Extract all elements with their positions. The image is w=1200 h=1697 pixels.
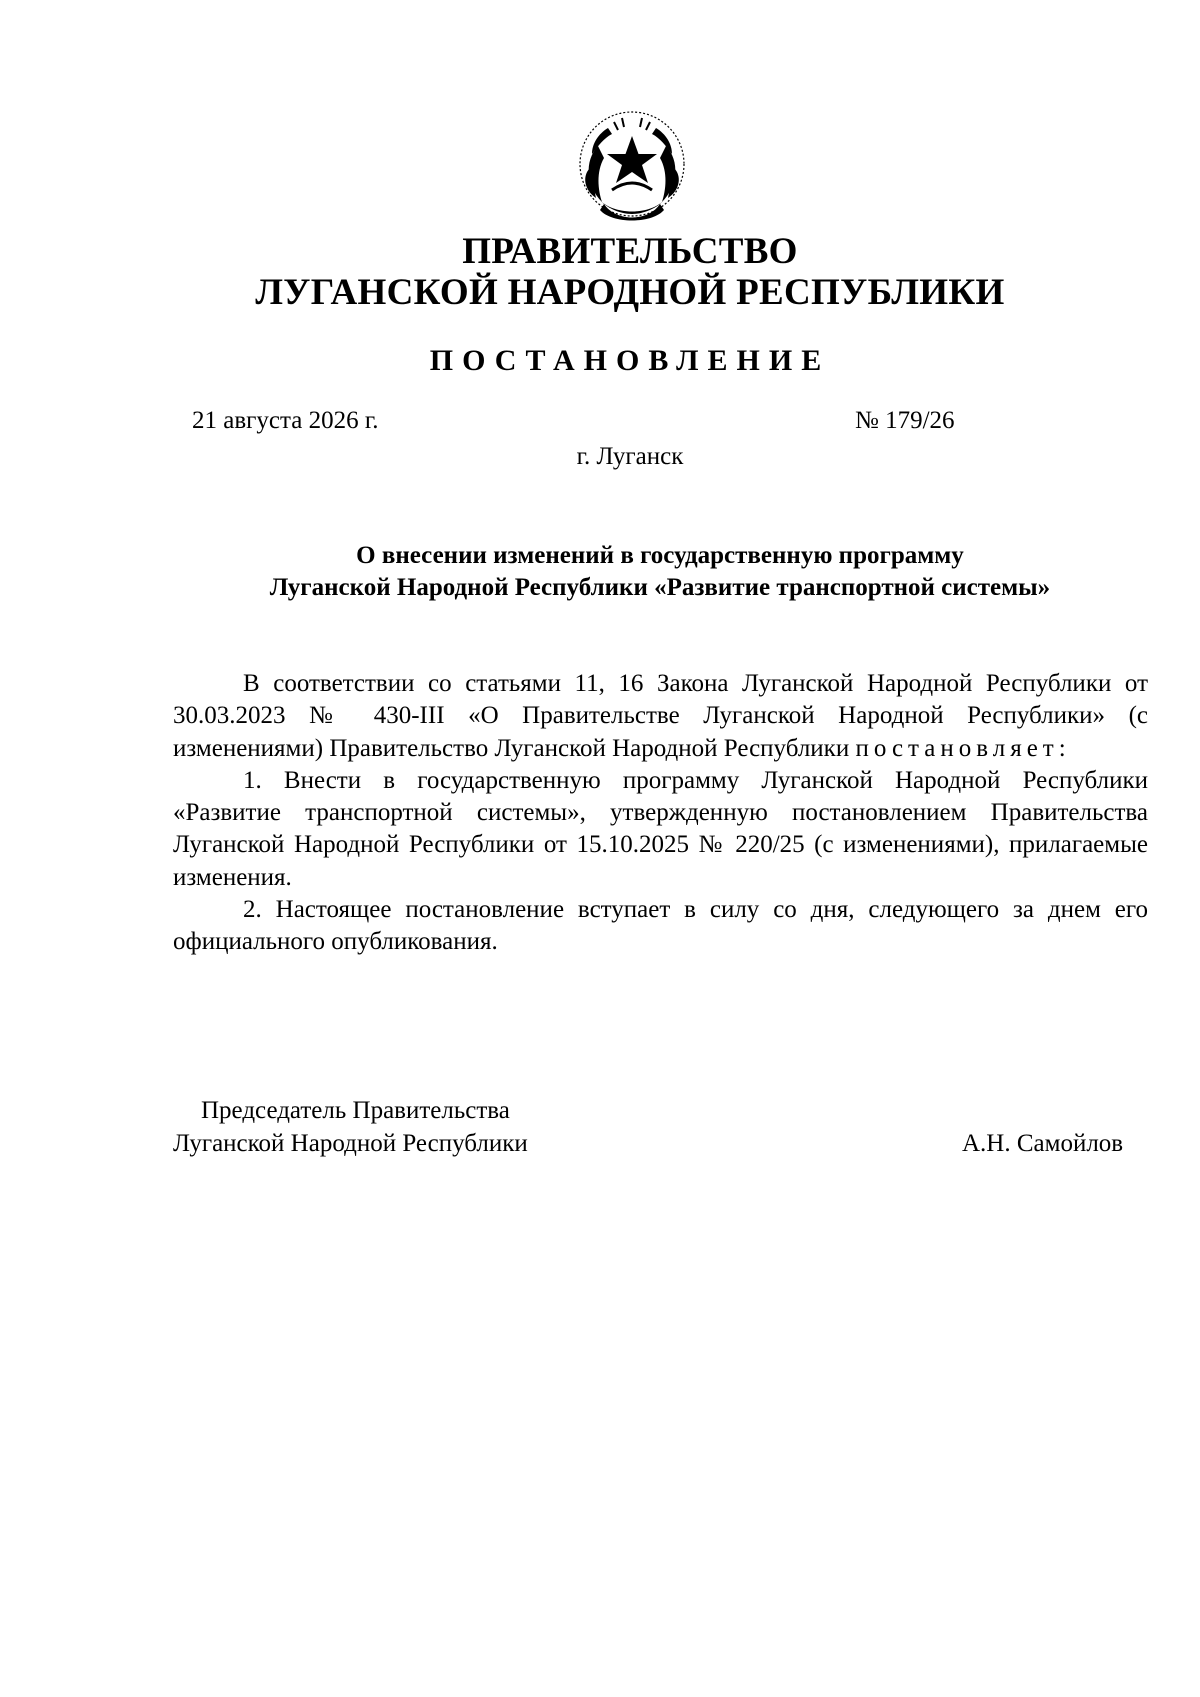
document-title-line1: О внесении изменений в государственную программу [356,542,964,569]
document-number: № 179/26 [855,407,955,434]
body-item-2: 2. Настоящее постановление вступает в силу со дня, следующего за днем его официального опубликования. [173,896,1148,956]
document-type: ПОСТАНОВЛЕНИЕ [429,344,831,377]
document-title-line2: Луганской Народной Республики «Развитие транспортной системы» [269,574,1051,601]
document-body [173,668,1148,959]
signatory-position-line1: Председатель Правительства [201,1097,510,1124]
government-name-line2: ЛУГАНСКОЙ НАРОДНОЙ РЕСПУБЛИКИ [255,272,1005,313]
signatory-position [173,1094,528,1160]
coat-of-arms-icon [568,106,696,224]
decree-word: постановляет: [855,734,1071,762]
signatory-position-line2: Луганской Народной Республики [173,1130,528,1157]
government-name-line1: ПРАВИТЕЛЬСТВО [462,231,798,272]
document-city: г. Луганск [576,443,684,470]
body-intro [173,668,1148,765]
body-intro-text: В соответствии со статьями 11, 16 Закона Луганской Народной Республики от 30.03.2023 № 430-III «О Правительстве Луганской Народной Республики» (с изменениями) Правительство Луганской Народной Республики [173,670,1148,762]
document-date: 21 августа 2026 г. [192,407,379,434]
signatory-name: А.Н. Самойлов [962,1130,1124,1157]
body-item-1: 1. Внести в государственную программу Луганской Народной Республики «Развитие транспортной системы», утвержденную постановлением Правительства Луганской Народной Республики от 15.10.2025 № 220/25 (с изменениями), прилагаемые изменения. [173,766,1148,891]
